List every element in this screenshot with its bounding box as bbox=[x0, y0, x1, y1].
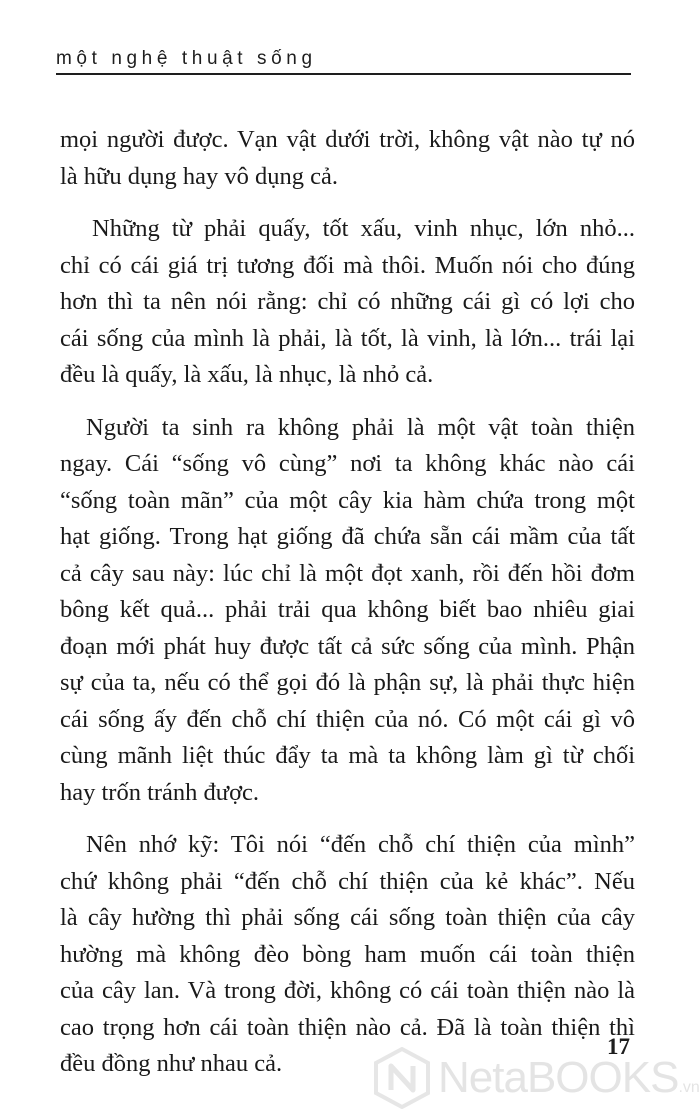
text-line: hơn thì ta nên nói rằng: chỉ có những cái gì có lợi cho bbox=[60, 288, 635, 315]
text-line: cái sống ấy đến chỗ chí thiện của nó. Có một cái gì vô bbox=[60, 705, 635, 733]
text-line: đều là quấy, là xấu, là nhục, là nhỏ cả. bbox=[60, 361, 434, 388]
netabooks-logo-icon bbox=[374, 1047, 430, 1109]
text-line: Nên nhớ kỹ: Tôi nói “đến chỗ chí thiện của mình” bbox=[86, 831, 635, 858]
text-line: là cây hường thì phải sống cái sống toàn thiện của cây bbox=[60, 904, 635, 931]
watermark-suffix: .vn bbox=[678, 1079, 700, 1096]
text-line: bông kết quả... phải trải qua không biết bao nhiêu giai bbox=[60, 596, 635, 623]
text-line: chỉ có cái giá trị tương đối mà thôi. Muốn nói cho đúng bbox=[60, 251, 635, 279]
running-head: một nghệ thuật sống bbox=[56, 48, 317, 69]
paragraph-4 bbox=[60, 827, 635, 1083]
text-line: chứ không phải “đến chỗ chí thiện của kẻ khác”. Nếu bbox=[60, 867, 635, 895]
text-line: đoạn mới phát huy được tất cả sức sống của mình. Phận bbox=[60, 632, 635, 660]
watermark-brand: NetaBOOKS bbox=[438, 1053, 679, 1102]
text-line: “sống toàn mãn” của một cây kia hàm chứa trong một bbox=[60, 486, 635, 514]
text-line: hường mà không đèo bòng ham muốn cái toàn thiện bbox=[60, 940, 635, 968]
page-number: 17 bbox=[607, 1034, 630, 1059]
text-line: sự của ta, nếu có thể gọi đó là phận sự, là phải thực hiện bbox=[60, 669, 635, 696]
paragraph-1 bbox=[60, 122, 635, 195]
text-line: cả cây sau này: lúc chỉ là một đọt xanh, rồi đến hồi đơm bbox=[60, 559, 635, 587]
header-rule bbox=[56, 73, 631, 75]
paragraph-3 bbox=[60, 410, 635, 812]
body-text bbox=[60, 122, 635, 1099]
paragraph-2 bbox=[60, 211, 635, 394]
text-line: cao trọng hơn cái toàn thiện nào cả. Đã là toàn thiện thì bbox=[60, 1013, 635, 1041]
text-line: Người ta sinh ra không phải là một vật toàn thiện bbox=[86, 413, 635, 441]
text-line: đều đồng như nhau cả. bbox=[60, 1050, 283, 1077]
text-line: của cây lan. Và trong đời, không có cái toàn thiện nào là bbox=[60, 977, 635, 1004]
text-line: là hữu dụng hay vô dụng cả. bbox=[60, 162, 338, 190]
text-line: cái sống của mình là phải, là tốt, là vinh, là lớn... trái lại bbox=[60, 324, 635, 352]
text-line: hay trốn tránh được. bbox=[60, 778, 260, 806]
text-line: hạt giống. Trong hạt giống đã chứa sẵn cái mầm của tất bbox=[60, 523, 635, 550]
watermark bbox=[374, 1047, 700, 1109]
text-line: mọi người được. Vạn vật dưới trời, không vật nào tự nó bbox=[60, 126, 635, 153]
text-line: cùng mãnh liệt thúc đẩy ta mà ta không làm gì từ chối bbox=[60, 742, 635, 769]
text-line: ngay. Cái “sống vô cùng” nơi ta không khác nào cái bbox=[60, 450, 635, 477]
text-line: Những từ phải quấy, tốt xấu, vinh nhục, lớn nhỏ... bbox=[92, 215, 635, 242]
